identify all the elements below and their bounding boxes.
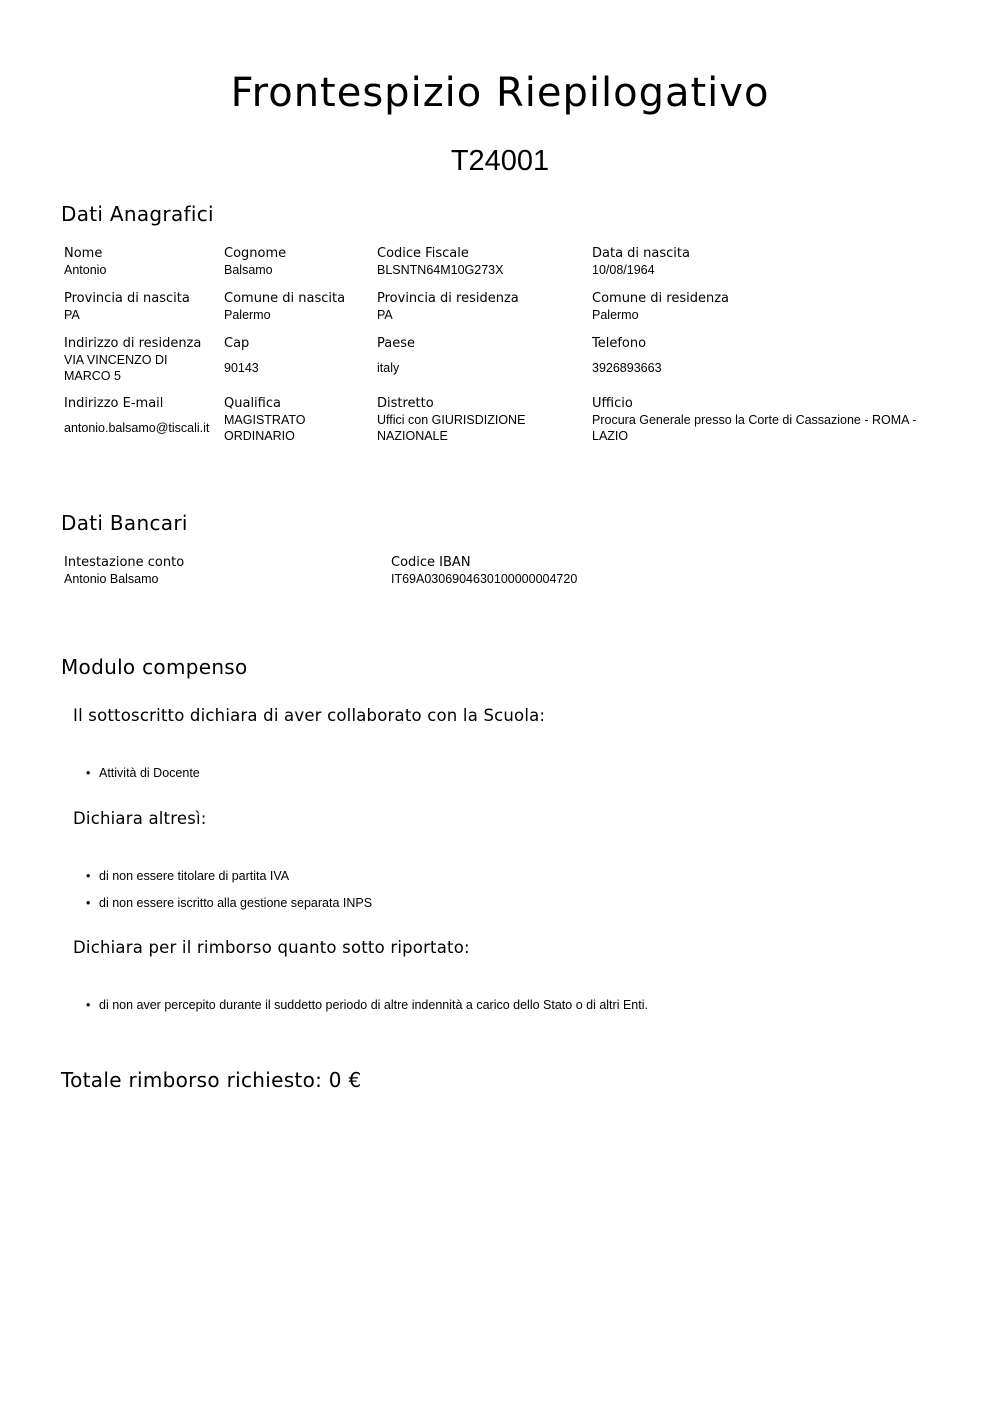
field-label: Qualifica — [224, 396, 281, 411]
field-telefono — [592, 336, 932, 376]
field-value: Procura Generale presso la Corte di Cassazione - ROMA - LAZIO — [592, 413, 917, 443]
page-title: Frontespizio Riepilogativo — [230, 70, 770, 116]
list-item-text: di non essere titolare di partita IVA — [99, 869, 290, 883]
field-value: antonio.balsamo@tiscali.it — [64, 421, 210, 435]
list-item — [86, 895, 372, 911]
field-label: Comune di residenza — [592, 291, 730, 306]
section-title-anagrafici: Dati Anagrafici — [61, 202, 214, 226]
field-label: Ufficio — [592, 396, 633, 411]
field-value: BLSNTN64M10G273X — [377, 263, 504, 277]
field-ufficio — [592, 396, 937, 444]
field-value: Antonio — [64, 263, 107, 277]
list-item — [86, 765, 200, 781]
field-value: Uffici con GIURISDIZIONE NAZIONALE — [377, 413, 526, 443]
field-email — [64, 396, 222, 436]
field-qualifica — [224, 396, 334, 444]
field-label: Distretto — [377, 396, 434, 411]
field-label: Comune di nascita — [224, 291, 346, 306]
field-label: Cap — [224, 336, 250, 351]
field-label: Cognome — [224, 246, 287, 261]
field-label: Telefono — [592, 336, 647, 351]
field-comune-residenza — [592, 291, 932, 323]
rimborso-heading: Dichiara per il rimborso quanto sotto riportato: — [73, 938, 470, 957]
field-label: Nome — [64, 246, 103, 261]
list-item-text: di non aver percepito durante il suddetto periodo di altre indennità a carico dello Stato o di altri Enti. — [99, 998, 648, 1012]
field-label: Codice Fiscale — [377, 246, 469, 261]
section-title-bancari: Dati Bancari — [61, 511, 188, 535]
bullet-icon: • — [86, 766, 91, 780]
field-value: PA — [377, 308, 393, 322]
list-item — [86, 868, 289, 884]
field-label: Indirizzo E-mail — [64, 396, 164, 411]
field-value: 90143 — [224, 361, 259, 375]
bullet-icon: • — [86, 998, 91, 1012]
field-provincia-nascita — [64, 291, 219, 323]
field-value: PA — [64, 308, 80, 322]
field-label: Intestazione conto — [64, 555, 185, 570]
field-label: Provincia di nascita — [64, 291, 190, 306]
field-cognome — [224, 246, 372, 278]
field-label: Paese — [377, 336, 415, 351]
field-value: IT69A0306904630100000004720 — [391, 572, 578, 586]
field-value: Balsamo — [224, 263, 273, 277]
total-reimbursement: Totale rimborso richiesto: 0 € — [61, 1068, 362, 1092]
list-item-text: di non essere iscritto alla gestione separata INPS — [99, 896, 373, 910]
field-cap — [224, 336, 372, 376]
field-label: Data di nascita — [592, 246, 690, 261]
field-data-nascita — [592, 246, 932, 278]
field-paese — [377, 336, 587, 376]
collaborazione-heading: Il sottoscritto dichiara di aver collaborato con la Scuola: — [73, 706, 546, 725]
field-indirizzo-residenza — [64, 336, 202, 384]
field-intestazione-conto — [64, 555, 364, 587]
field-comune-nascita — [224, 291, 372, 323]
field-value: MAGISTRATO ORDINARIO — [224, 413, 306, 443]
field-distretto — [377, 396, 557, 444]
field-value: VIA VINCENZO DI MARCO 5 — [64, 353, 168, 383]
field-value: Palermo — [224, 308, 271, 322]
field-codice-iban — [391, 555, 691, 587]
field-provincia-residenza — [377, 291, 587, 323]
list-item-text: Attività di Docente — [99, 766, 200, 780]
field-label: Provincia di residenza — [377, 291, 519, 306]
field-nome — [64, 246, 219, 278]
field-value: 10/08/1964 — [592, 263, 655, 277]
section-title-compenso: Modulo compenso — [61, 655, 248, 679]
field-value: Palermo — [592, 308, 639, 322]
field-value: italy — [377, 361, 400, 375]
field-codice-fiscale — [377, 246, 587, 278]
dichiara-heading: Dichiara altresì: — [73, 809, 207, 828]
bullet-icon: • — [86, 869, 91, 883]
list-item — [86, 997, 648, 1013]
document-code: T24001 — [450, 145, 550, 177]
field-value: Antonio Balsamo — [64, 572, 159, 586]
field-value: 3926893663 — [592, 361, 662, 375]
field-label: Codice IBAN — [391, 555, 471, 570]
field-label: Indirizzo di residenza — [64, 336, 202, 351]
bullet-icon: • — [86, 896, 91, 910]
